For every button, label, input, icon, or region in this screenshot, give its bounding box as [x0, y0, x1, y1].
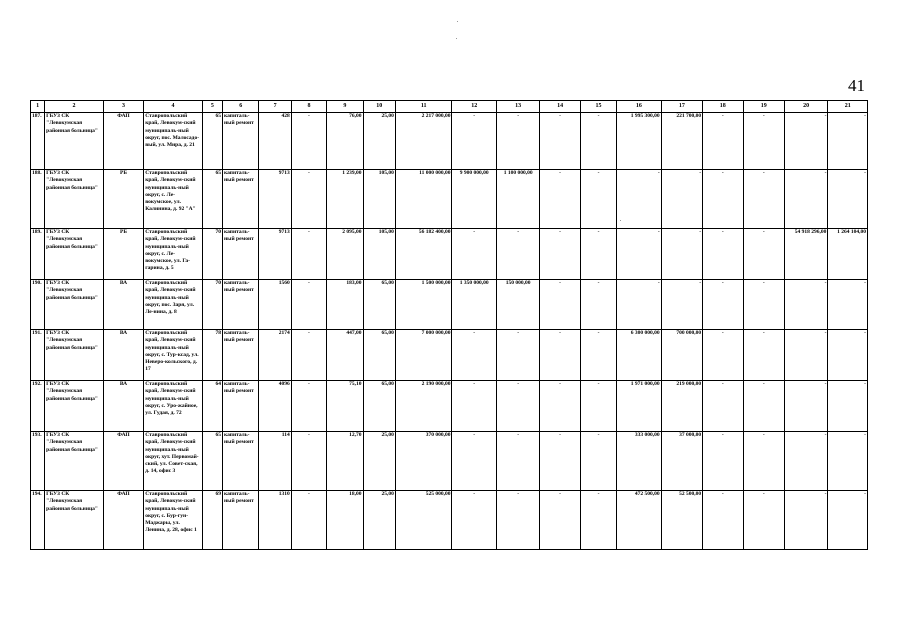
column-header-1: 1 [31, 101, 45, 113]
work-type-cell: капиталь-ный ремонт [223, 229, 259, 280]
col18-cell: - [703, 330, 743, 381]
organization-cell: ГБУЗ СК "Левокумская районная больница" [45, 491, 104, 550]
col9-cell: 447,00 [327, 330, 363, 381]
facility-type-cell: РБ [103, 229, 143, 280]
col17-cell: 52 500,00 [661, 491, 702, 550]
col9-cell: 12,70 [327, 432, 363, 491]
col19-cell: - [743, 113, 784, 170]
row-number: 192. [31, 381, 45, 432]
col19-cell: - [743, 330, 784, 381]
col15-cell: - [580, 330, 616, 381]
col21-cell: - [828, 330, 868, 381]
col15-cell: - [580, 432, 616, 491]
work-type-cell: капиталь-ный ремонт [223, 432, 259, 491]
row-number: 191. [31, 330, 45, 381]
col13-cell: - [496, 381, 539, 432]
col15-cell: - [580, 280, 616, 330]
col17-cell: 219 000,00 [661, 381, 702, 432]
address-cell: Ставропольский край, Левокум-ский муниципаль-ный округ, с. Ле-вокумское, ул. Га-гарина, д. 5 [144, 229, 203, 280]
col16-cell: 472 500,00 [617, 491, 661, 550]
column-header-6: 6 [223, 101, 259, 113]
col16-cell: 333 000,00 [617, 432, 661, 491]
table-row [31, 280, 868, 330]
col11-cell: 370 000,00 [395, 432, 452, 491]
column-header-13: 13 [496, 101, 539, 113]
col12-cell: - [452, 491, 496, 550]
address-cell: Ставропольский край, Левокум-ский муниципаль-ный округ, пос. Заря, ул. Ле-нина, д. 8 [144, 280, 203, 330]
col10-cell: 105,00 [363, 229, 395, 280]
column-header-17: 17 [661, 101, 702, 113]
col12-cell: - [452, 229, 496, 280]
facility-type-cell: ФАП [103, 113, 143, 170]
organization-cell: ГБУЗ СК "Левокумская районная больница" [45, 432, 104, 491]
column-header-19: 19 [743, 101, 784, 113]
table-header-row [31, 101, 868, 113]
col17-cell: - [661, 280, 702, 330]
col20-cell: - [784, 280, 827, 330]
work-type-cell: капиталь-ный ремонт [223, 381, 259, 432]
column-header-15: 15 [580, 101, 616, 113]
col21-cell: 1 264 104,00 [828, 229, 868, 280]
column-header-14: 14 [540, 101, 580, 113]
col14-cell: - [540, 381, 580, 432]
budget-table [30, 100, 868, 550]
column-header-7: 7 [259, 101, 291, 113]
table-row [31, 113, 868, 170]
col14-cell: - [540, 432, 580, 491]
col11-cell: 1 500 000,00 [395, 280, 452, 330]
area-cell: 1310 [259, 491, 291, 550]
organization-cell: ГБУЗ СК "Левокумская районная больница" [45, 113, 104, 170]
work-type-cell: капиталь-ный ремонт [223, 170, 259, 229]
col16-cell: - [617, 229, 661, 280]
table-row [31, 229, 868, 280]
scan-speck [457, 21, 458, 22]
column-header-20: 20 [784, 101, 827, 113]
work-type-cell: капиталь-ный ремонт [223, 113, 259, 170]
col21-cell: - [828, 280, 868, 330]
col20-cell: - [784, 491, 827, 550]
table-row [31, 170, 868, 229]
col18-cell: - [703, 113, 743, 170]
col13-cell: - [496, 229, 539, 280]
col9-cell: 75,10 [327, 381, 363, 432]
col21-cell: - [828, 170, 868, 229]
facility-type-cell: ВА [103, 381, 143, 432]
col12-cell: - [452, 381, 496, 432]
col19-cell: - [743, 432, 784, 491]
col18-cell: - [703, 229, 743, 280]
col13-cell: - [496, 432, 539, 491]
col15-cell: - [580, 113, 616, 170]
col21-cell: - [828, 381, 868, 432]
scan-speck [456, 38, 457, 39]
col14-cell: - [540, 170, 580, 229]
col9-cell: 76,00 [327, 113, 363, 170]
col10-cell: 25,00 [363, 491, 395, 550]
col8-cell: - [291, 330, 326, 381]
col13-cell: 150 000,00 [496, 280, 539, 330]
organization-cell: ГБУЗ СК "Левокумская районная больница" [45, 280, 104, 330]
col16-cell: - [617, 280, 661, 330]
col20-cell: - [784, 113, 827, 170]
col13-cell: - [496, 491, 539, 550]
col19-cell: - [743, 170, 784, 229]
col8-cell: - [291, 381, 326, 432]
year-cell: 64 [202, 381, 222, 432]
col10-cell: 25,00 [363, 432, 395, 491]
col11-cell: 56 182 400,00 [395, 229, 452, 280]
work-type-cell: капиталь-ный ремонт [223, 491, 259, 550]
page-number: 41 [848, 76, 865, 95]
year-cell: 65 [202, 432, 222, 491]
col17-cell: - [661, 229, 702, 280]
column-header-16: 16 [617, 101, 661, 113]
col16-cell: 6 300 000,00 [617, 330, 661, 381]
col8-cell: - [291, 280, 326, 330]
row-number: 187. [31, 113, 45, 170]
col8-cell: - [291, 432, 326, 491]
organization-cell: ГБУЗ СК "Левокумская районная больница" [45, 381, 104, 432]
area-cell: 9713 [259, 170, 291, 229]
col20-cell: - [784, 381, 827, 432]
year-cell: 78 [202, 330, 222, 381]
column-header-12: 12 [452, 101, 496, 113]
col8-cell: - [291, 170, 326, 229]
col9-cell: 183,00 [327, 280, 363, 330]
col9-cell: 1 239,00 [327, 170, 363, 229]
col11-cell: 11 000 000,00 [395, 170, 452, 229]
organization-cell: ГБУЗ СК "Левокумская районная больница" [45, 229, 104, 280]
area-cell: 2174 [259, 330, 291, 381]
column-header-8: 8 [291, 101, 326, 113]
col13-cell: - [496, 113, 539, 170]
col15-cell: - [580, 170, 616, 229]
col12-cell: 9 900 000,00 [452, 170, 496, 229]
col8-cell: - [291, 229, 326, 280]
table-row [31, 330, 868, 381]
col19-cell: - [743, 381, 784, 432]
col19-cell: - [743, 491, 784, 550]
col18-cell: - [703, 170, 743, 229]
col14-cell: - [540, 229, 580, 280]
col21-cell: - [828, 432, 868, 491]
col11-cell: 525 000,00 [395, 491, 452, 550]
col12-cell: - [452, 330, 496, 381]
col18-cell: - [703, 280, 743, 330]
col20-cell: - [784, 170, 827, 229]
col14-cell: - [540, 113, 580, 170]
col13-cell: - [496, 330, 539, 381]
address-cell: Ставропольский край, Левокум-ский муниципаль-ный округ, с. Ле-вокумское, ул. Калинина, д. 92 "А" [144, 170, 203, 229]
address-cell: Ставропольский край, Левокум-ский муниципаль-ный округ, пос. Малосадо-вый, ул. Мира, д. 21 [144, 113, 203, 170]
facility-type-cell: ВА [103, 330, 143, 381]
row-number: 190. [31, 280, 45, 330]
facility-type-cell: РБ [103, 170, 143, 229]
col11-cell: 2 217 000,00 [395, 113, 452, 170]
year-cell: 70 [202, 280, 222, 330]
work-type-cell: капиталь-ный ремонт [223, 330, 259, 381]
work-type-cell: капиталь-ный ремонт [223, 280, 259, 330]
column-header-11: 11 [395, 101, 452, 113]
facility-type-cell: ВА [103, 280, 143, 330]
column-header-10: 10 [363, 101, 395, 113]
area-cell: 1560 [259, 280, 291, 330]
area-cell: 4096 [259, 381, 291, 432]
col17-cell: 700 000,00 [661, 330, 702, 381]
address-cell: Ставропольский край, Левокум-ский муниципаль-ный округ, хут. Первомай-ский, ул. Совет-ская, д. 14, офис 3 [144, 432, 203, 491]
col9-cell: 2 095,00 [327, 229, 363, 280]
col14-cell: - [540, 280, 580, 330]
year-cell: 70 [202, 229, 222, 280]
col10-cell: 25,00 [363, 113, 395, 170]
year-cell: 65 [202, 113, 222, 170]
col12-cell: - [452, 432, 496, 491]
col17-cell: - [661, 170, 702, 229]
address-cell: Ставропольский край, Левокум-ский муниципаль-ный округ, с. Тур-ксад, ул. Неверо-кольского, д. 17 [144, 330, 203, 381]
row-number: 194. [31, 491, 45, 550]
col20-cell: 54 918 296,00 [784, 229, 827, 280]
col10-cell: 105,00 [363, 170, 395, 229]
col15-cell: - [580, 491, 616, 550]
col13-cell: 1 100 000,00 [496, 170, 539, 229]
col15-cell: - [580, 381, 616, 432]
column-header-4: 4 [144, 101, 203, 113]
col15-cell: - [580, 229, 616, 280]
facility-type-cell: ФАП [103, 432, 143, 491]
row-number: 189. [31, 229, 45, 280]
col21-cell: - [828, 113, 868, 170]
col17-cell: 221 700,00 [661, 113, 702, 170]
col21-cell: - [828, 491, 868, 550]
col18-cell: - [703, 432, 743, 491]
col18-cell: - [703, 381, 743, 432]
col11-cell: 7 000 000,00 [395, 330, 452, 381]
column-header-3: 3 [103, 101, 143, 113]
column-header-18: 18 [703, 101, 743, 113]
column-header-2: 2 [45, 101, 104, 113]
col10-cell: 65,00 [363, 280, 395, 330]
row-number: 193. [31, 432, 45, 491]
col16-cell: 1 995 300,00 [617, 113, 661, 170]
col9-cell: 18,00 [327, 491, 363, 550]
year-cell: 69 [202, 491, 222, 550]
area-cell: 428 [259, 113, 291, 170]
col19-cell: - [743, 229, 784, 280]
address-cell: Ставропольский край, Левокум-ский муниципаль-ный округ, с. Бур-гун-Маджары, ул. Ленина, д. 28, офис 1 [144, 491, 203, 550]
area-cell: 9713 [259, 229, 291, 280]
col11-cell: 2 190 000,00 [395, 381, 452, 432]
table-row [31, 491, 868, 550]
col10-cell: 65,00 [363, 330, 395, 381]
row-number: 188. [31, 170, 45, 229]
table-row [31, 432, 868, 491]
table-row [31, 381, 868, 432]
col14-cell: - [540, 491, 580, 550]
col16-cell: 1 971 000,00 [617, 381, 661, 432]
col8-cell: - [291, 113, 326, 170]
col20-cell: - [784, 330, 827, 381]
column-header-9: 9 [327, 101, 363, 113]
column-header-5: 5 [202, 101, 222, 113]
year-cell: 65 [202, 170, 222, 229]
col16-cell: - [617, 170, 661, 229]
col10-cell: 65,00 [363, 381, 395, 432]
col12-cell: 1 350 000,00 [452, 280, 496, 330]
col8-cell: - [291, 491, 326, 550]
col12-cell: - [452, 113, 496, 170]
address-cell: Ставропольский край, Левокум-ский муниципаль-ный округ, с. Уро-жайное, ул. Гудая, д. 72 [144, 381, 203, 432]
table-body [31, 113, 868, 550]
col14-cell: - [540, 330, 580, 381]
column-header-21: 21 [828, 101, 868, 113]
col19-cell: - [743, 280, 784, 330]
col18-cell: - [703, 491, 743, 550]
col20-cell: - [784, 432, 827, 491]
organization-cell: ГБУЗ СК "Левокумская районная больница" [45, 330, 104, 381]
organization-cell: ГБУЗ СК "Левокумская районная больница" [45, 170, 104, 229]
facility-type-cell: ФАП [103, 491, 143, 550]
col17-cell: 37 000,00 [661, 432, 702, 491]
area-cell: 114 [259, 432, 291, 491]
